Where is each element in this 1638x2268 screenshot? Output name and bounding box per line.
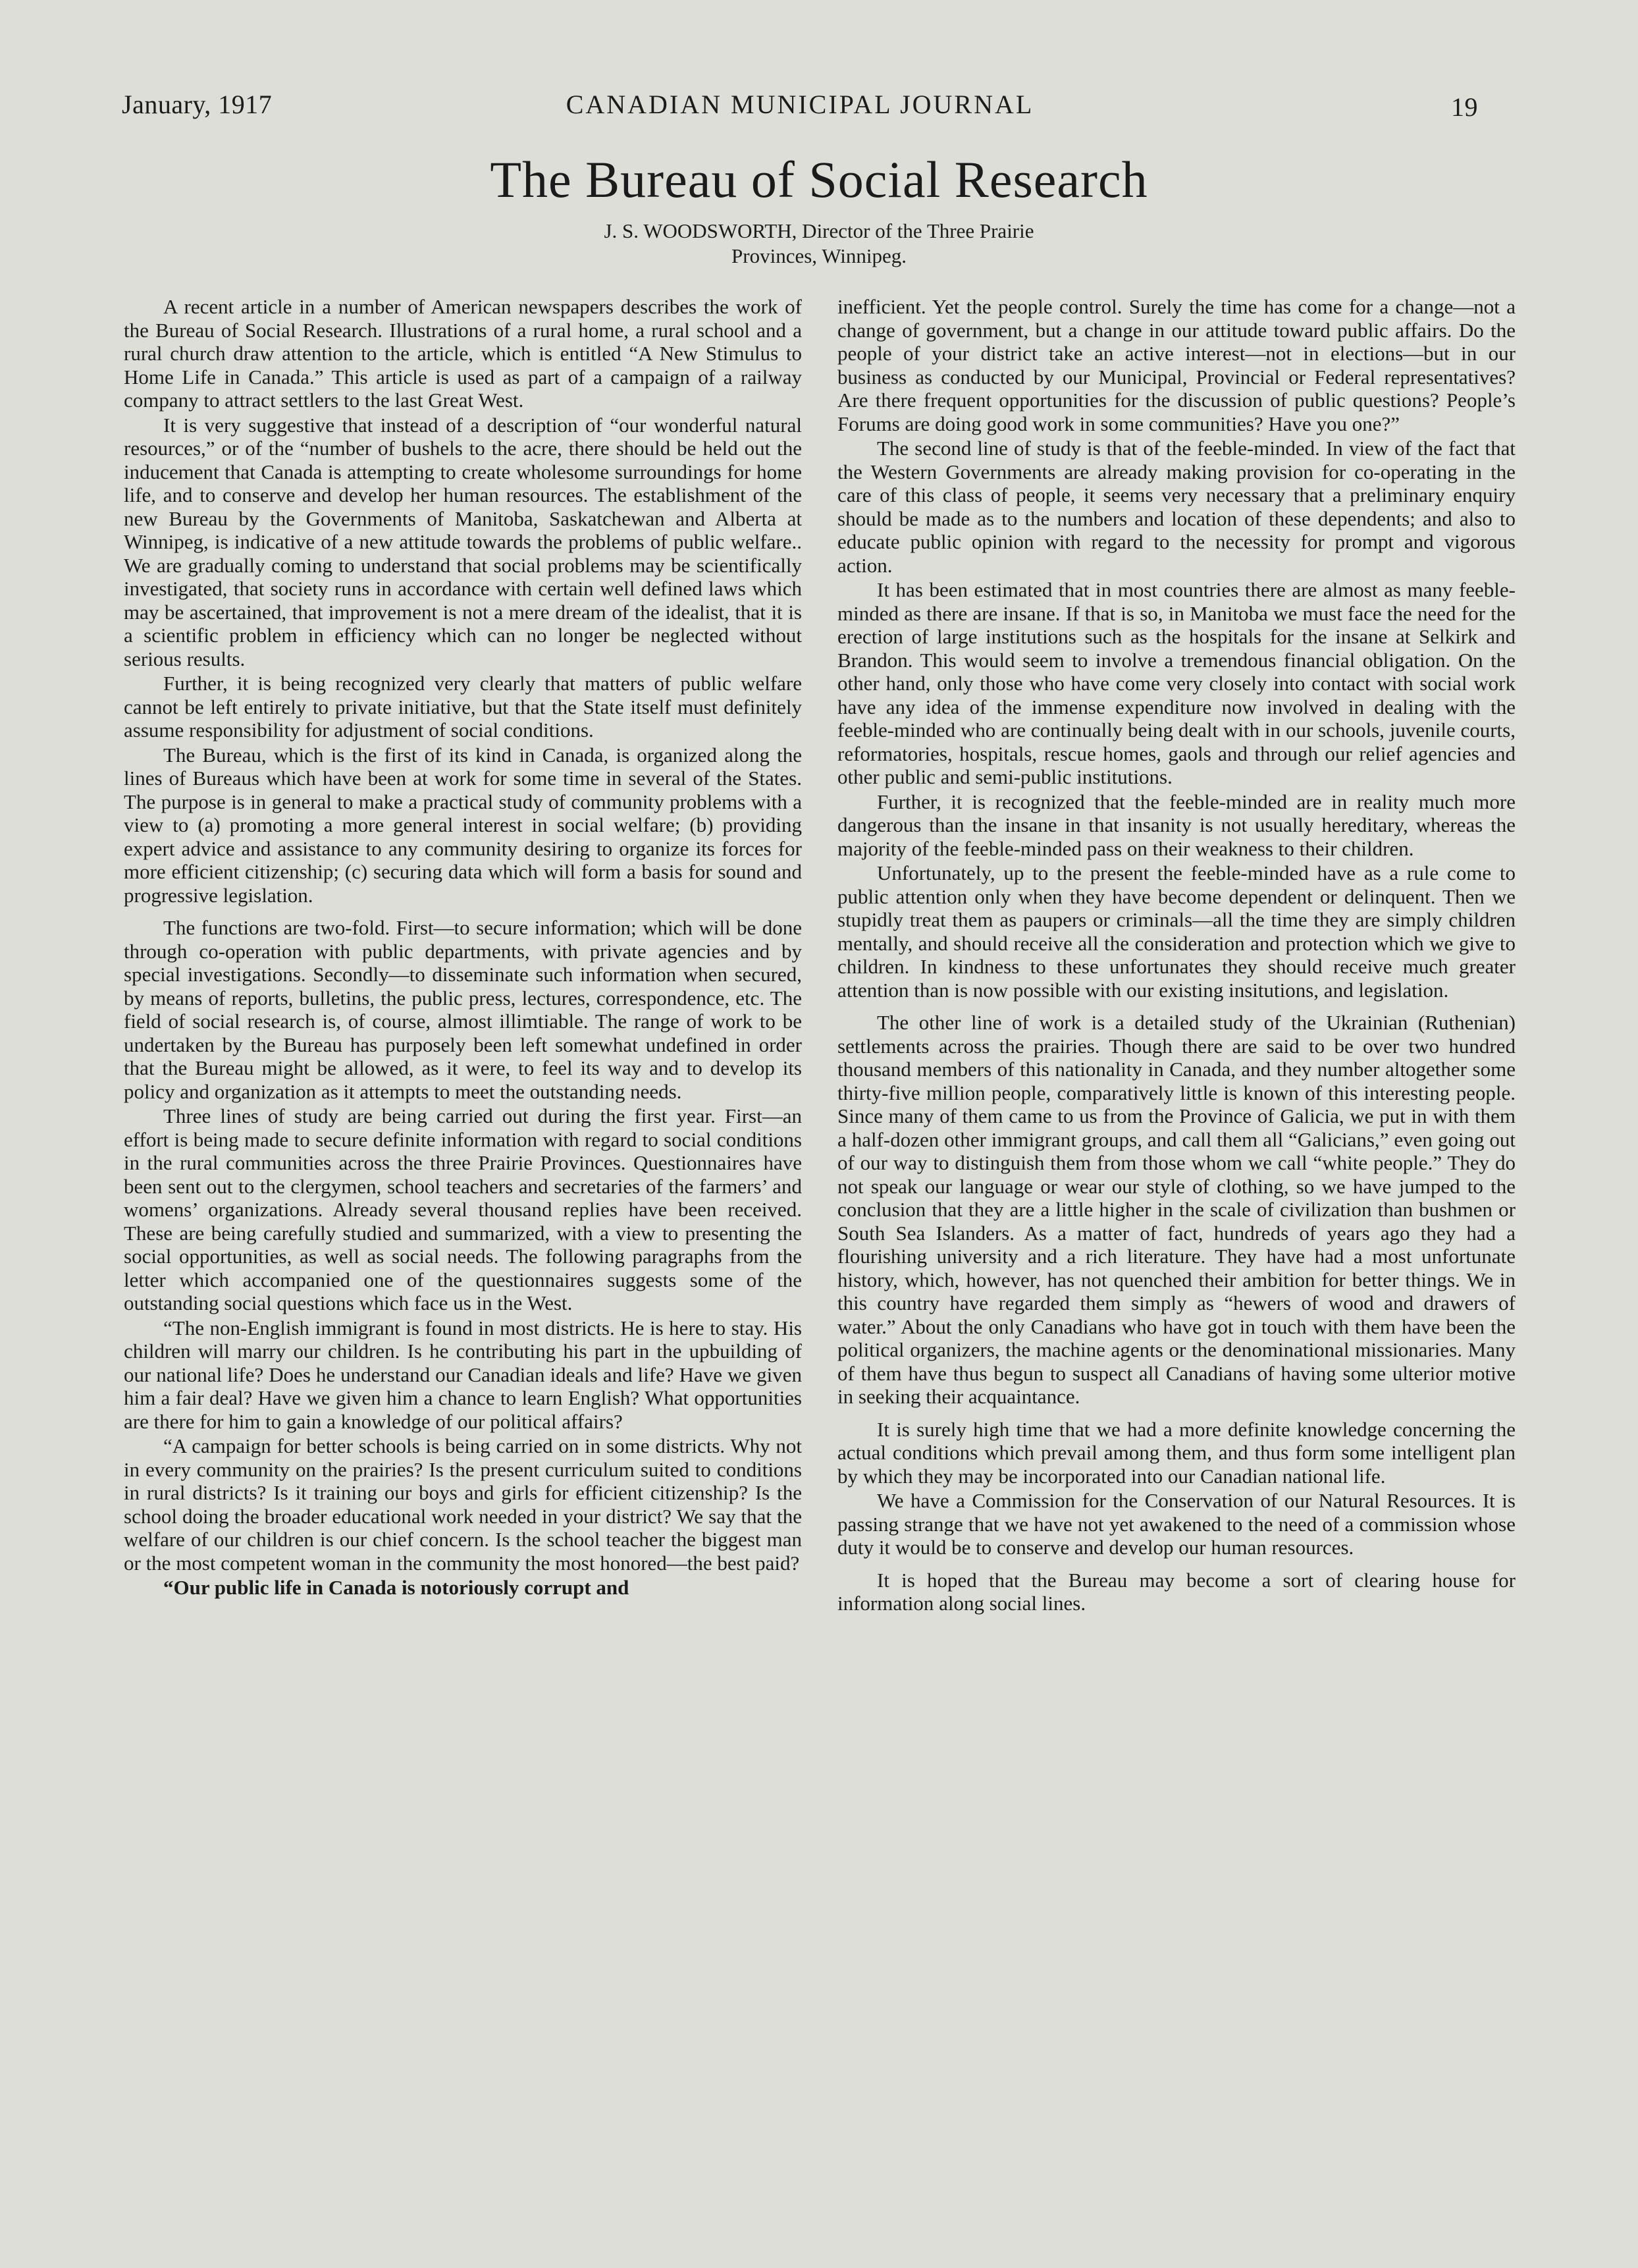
paragraph: The second line of study is that of the feeble-minded. In view of the fact that the Western Governments are already making provision for co-operating in the care of this class of people, it seems very necessary that a preliminary enquiry should be made as to the numbers and location of these dependents; and also to educate public opinion with regard to the necessity for prompt and vigorous action.	[837, 437, 1516, 577]
paragraph: It is surely high time that we had a more definite knowledge concerning the actual conditions which prevail among them, and thus form some intelligent plan by which they may be incorporated into our Canadian national life.	[837, 1417, 1516, 1488]
running-head	[122, 89, 1478, 128]
paragraph: It is hoped that the Bureau may become a sort of clearing house for information along social lines.	[837, 1568, 1516, 1615]
paragraph: Further, it is recognized that the feeble-minded are in reality much more dangerous than the insane in that insanity is not usually hereditary, whereas the majority of the feeble-minded pass on their weakness to their children.	[837, 790, 1516, 860]
paragraph: “The non-English immigrant is found in most districts. He is here to stay. His children will marry our children. Is he contributing his part in the upbuilding of our national life? Does he understand our Canadian ideals and life? Have we given him a fair deal? Have we given him a chance to learn English? What opportunities are there for him to gain a knowledge of our political affairs?	[124, 1316, 802, 1433]
byline-author: J. S. WOODSWORTH, Director of the Three Prairie	[604, 219, 1034, 242]
paragraph: Three lines of study are being carried out during the first year. First—an effort is being made to secure definite information with regard to social conditions in the rural communities across the three Prairie Provinces. Questionnaires have been sent out to the clergymen, school teachers and secretaries of the farmers’ and womens’ organizations. Already several thousand replies have been received. These are being carefully studied and summarized, with a view to presenting the social opportunities, as well as social needs. The following paragraphs from the letter which accompanied one of the questionnaires suggests some of the outstanding social questions which face us in the West.	[124, 1104, 802, 1314]
paragraph: The Bureau, which is the first of its kind in Canada, is organized along the lines of Bureaus which have been at work for some time in several of the States. The purpose is in general to make a practical study of community problems with a view to (a) promoting a more general interest in social welfare; (b) providing expert advice and assistance to any community desiring to organize its forces for more efficient citizenship; (c) securing data which will form a basis for sound and progressive legislation.	[124, 743, 802, 907]
paragraph: The other line of work is a detailed study of the Ukrainian (Ruthenian) settlements across the prairies. Though there are said to be over two hundred thousand members of this nationality in Canada, and they number altogether some thirty-five million people, comparatively little is known of this interesting people. Since many of them came to us from the Province of Galicia, we put in with them a half-dozen other immigrant groups, and call them all “Galicians,” even going out of our way to distinguish them from those whom we call “white people.” They do not speak our language or wear our style of clothing, so we have jumped to the conclusion that they are a little higher in the scale of civilization than bushmen or South Sea Islanders. As a matter of fact, hundreds of years ago they had a flourishing university and a rich literature. They have had a most unfortunate history, which, however, has not quenched their ambition for better things. We in this country have regarded them simply as “hewers of wood and drawers of water.” About the only Canadians who have got in touch with them have been the political organizers, the machine agents or the denominational missionaries. Many of them have thus begun to suspect all Canadians of having some ulterior motive in seeking their acquaintance.	[837, 1011, 1516, 1408]
paragraph: Further, it is being recognized very clearly that matters of public welfare cannot be left entirely to private initiative, but that the State itself must definitely assume responsibility for adjustment of social conditions.	[124, 672, 802, 742]
byline-location: Provinces, Winnipeg.	[731, 244, 907, 267]
paragraph: “A campaign for better schools is being carried on in some districts. Why not in every community on the prairies? Is the present curriculum suited to conditions in rural districts? Is it training our boys and girls for efficient citizenship? Is the school doing the broader educational work needed in your district? We say that the welfare of our children is our chief concern. Is the school teacher the biggest man or the most competent woman in the community the most honored—the best paid?	[124, 1434, 802, 1575]
paragraph: “Our public life in Canada is notoriously corrupt and	[163, 1576, 629, 1599]
paragraph: It has been estimated that in most countries there are almost as many feeble-minded as there are insane. If that is so, in Manitoba we must face the need for the erection of large institutions such as the hospitals for the insane at Selkirk and Brandon. This would seem to involve a tremendous financial obligation. On the other hand, only those who have come very closely into contact with social work have any idea of the immense expenditure now involved in dealing with the feeble-minded who are continually being dealt with in our schools, juvenile courts, reformatories, hospitals, rescue homes, gaols and through our relief agencies and other public and semi-public institutions.	[837, 578, 1516, 788]
paragraph: Unfortunately, up to the present the feeble-minded have as a rule come to public attention only when they have become dependent or delinquent. Then we stupidly treat them as paupers or criminals—all the time they are simply children mentally, and should receive all the consideration and protection which we give to children. In kindness to these unfortunates they should receive much greater attention than is now possible with our existing insitutions, and legislation.	[837, 861, 1516, 1002]
issue-date: January, 1917	[122, 90, 273, 119]
paragraph: inefficient. Yet the people control. Surely the time has come for a change—not a change of government, but a change in our attitude toward public affairs. Do the people of your district take an active interest—not in elections—but in our business as conducted by our Municipal, Provincial or Federal representatives? Are there frequent opportunities for the discussion of public questions? People’s Forums are doing good work in some communities? Have you one?”	[837, 295, 1516, 435]
page-number: 19	[1451, 92, 1478, 122]
byline	[0, 219, 1638, 269]
paragraph: A recent article in a number of American newspapers describes the work of the Bureau of Social Research. Illustrations of a rural home, a rural school and a rural church draw attention to the article, which is entitled “A New Stimulus to Home Life in Canada.” This article is used as part of a campaign of a railway company to attract settlers to the last Great West.	[124, 295, 802, 412]
left-column	[124, 295, 802, 1601]
right-column	[837, 295, 1516, 1617]
paragraph: It is very suggestive that instead of a description of “our wonderful natural resources,” or of the “number of bushels to the acre, there should be held out the inducement that Canada is attempting to create wholesome surroundings for home life, and to conserve and develop her human resources. The establishment of the new Bureau by the Governments of Manitoba, Saskatchewan and Alberta at Winnipeg, is indicative of a new attitude towards the problems of public welfare.. We are gradually coming to understand that social problems may be scientifically investigated, that society runs in accordance with certain well defined laws which may be ascertained, that improvement is not a mere dream of the idealist, that it is a scientific problem in efficiency which can no longer be neglected without serious results.	[124, 413, 802, 670]
paragraph: The functions are two-fold. First—to secure information; which will be done through co-operation with public departments, with private agencies and by special investigations. Secondly—to disseminate such information when secured, by means of reports, bulletins, the public press, lectures, correspondence, etc. The field of social research is, of course, almost illimtiable. The range of work to be undertaken by the Bureau has purposely been left somewhat undefined in order that the Bureau might be allowed, as it were, to feel its way and to develop its policy and organization as it attempts to meet the outstanding needs.	[124, 916, 802, 1103]
article-title: The Bureau of Social Research	[490, 151, 1148, 208]
paragraph: We have a Commission for the Conservation of our Natural Resources. It is passing strange that we have not yet awakened to the need of a commission whose duty it would be to conserve and develop our human resources.	[837, 1489, 1516, 1559]
journal-name: CANADIAN MUNICIPAL JOURNAL	[566, 90, 1034, 119]
